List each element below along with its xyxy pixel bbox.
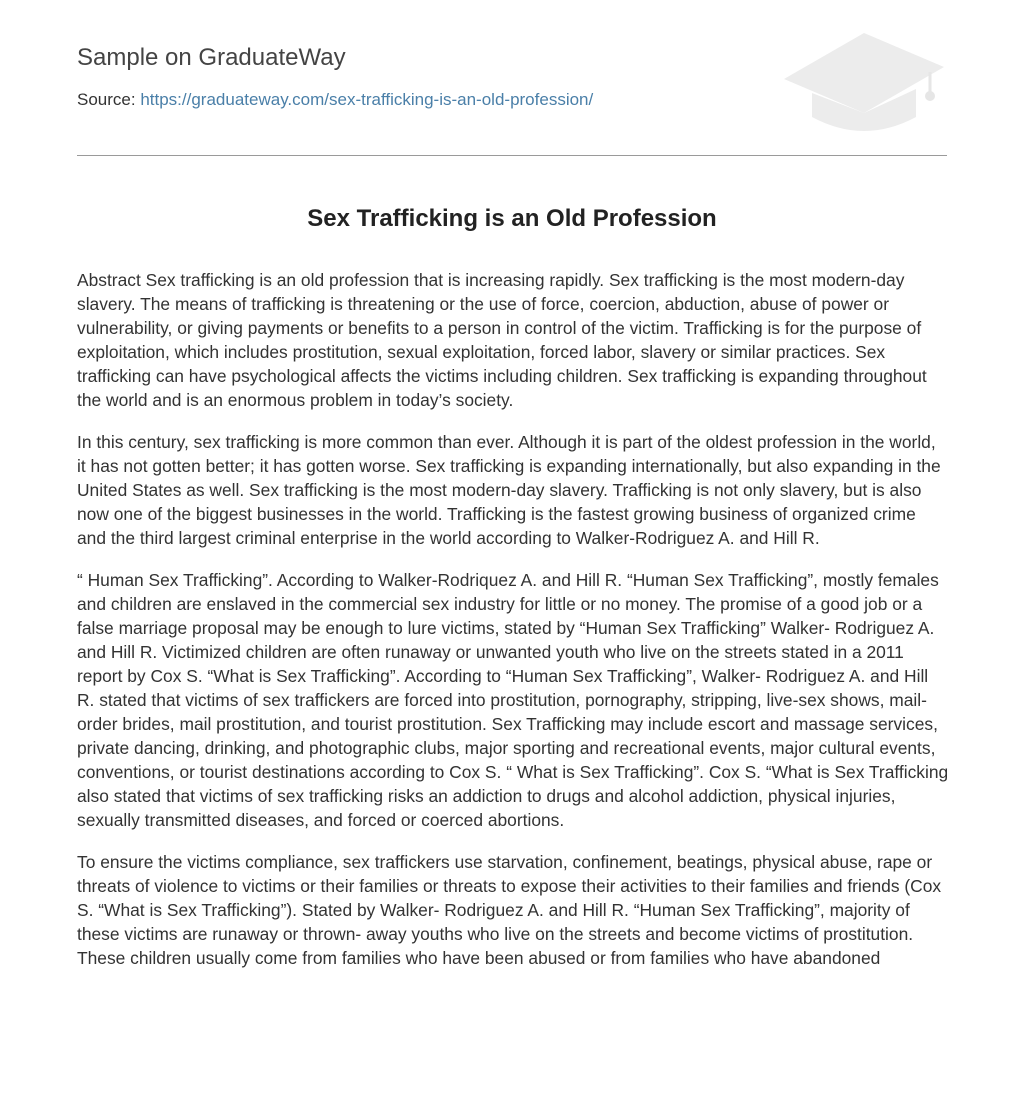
graduation-cap-icon [780,30,948,134]
source-label: Source: [77,90,136,109]
header-divider [77,155,947,156]
paragraph: Abstract Sex trafficking is an old profession that is increasing rapidly. Sex trafficking is the most modern-day slavery. The means of trafficking is threatening or the use of force, coercion, abduction, abuse of power or vulnerability, or giving payments or benefits to a person in control of the victim. Trafficking is for the purpose of exploitation, which includes prostitution, sexual exploitation, forced labor, slavery or similar practices. Sex trafficking can have psychological affects the victims including children. Sex trafficking is expanding throughout the world and is an enormous problem in today’s society. [77,270,927,410]
paragraph: In this century, sex trafficking is more common than ever. Although it is part of the oldest profession in the world, it has not gotten better; it has gotten worse. Sex trafficking is expanding internationally, but also expanding in the United States as well. Sex trafficking is the most modern-day slavery. Trafficking is not only slavery, but is also now one of the biggest businesses in the world. Trafficking is the fastest growing business of organized crime and the third largest criminal enterprise in the world according to Walker-Rodriguez A. and Hill R. [77,432,941,548]
paragraph: “ Human Sex Trafficking”. According to Walker-Rodriquez A. and Hill R. “Human Sex Trafficking”, mostly females and children are enslaved in the commercial sex industry for little or no money. The promise of a good job or a false marriage proposal may be enough to lure victims, stated by “Human Sex Trafficking” Walker- Rodriguez A. and Hill R. Victimized children are often runaway or unwanted youth who live on the streets stated in a 2011 report by Cox S. “What is Sex Trafficking”. According to “Human Sex Trafficking”, Walker- Rodriguez A. and Hill R. stated that victims of sex traffickers are forced into prostitution, pornography, stripping, live-sex shows, mail-order brides, mail prostitution, and tourist prostitution. Sex Trafficking may include escort and massage services, private dancing, drinking, and photographic clubs, major sporting and recreational events, major cultural events, conventions, or tourist destinations according to Cox S. “ What is Sex Trafficking”. Cox S. “What is Sex Trafficking also stated that victims of sex trafficking risks an addiction to drugs and alcohol addiction, physical injuries, sexually transmitted diseases, and forced or coerced abortions. [77,570,949,830]
document-title: Sex Trafficking is an Old Profession [307,205,717,232]
paragraph: To ensure the victims compliance, sex traffickers use starvation, confinement, beatings, physical abuse, rape or threats of violence to victims or their families or threats to expose their activities to their families and friends (Cox S. “What is Sex Trafficking”). Stated by Walker- Rodriguez A. and Hill R. “Human Sex Trafficking”, majority of these victims are runaway or thrown- away youths who live on the streets and become victims of prostitution. These children usually come from families who have been abused or from families who have abandoned [77,852,942,968]
source-line [77,90,593,110]
site-title: Sample on GraduateWay [77,44,346,71]
source-link[interactable]: https://graduateway.com/sex-trafficking-is-an-old-profession/ [140,90,594,109]
page-header [77,0,947,156]
document-body [77,268,949,988]
